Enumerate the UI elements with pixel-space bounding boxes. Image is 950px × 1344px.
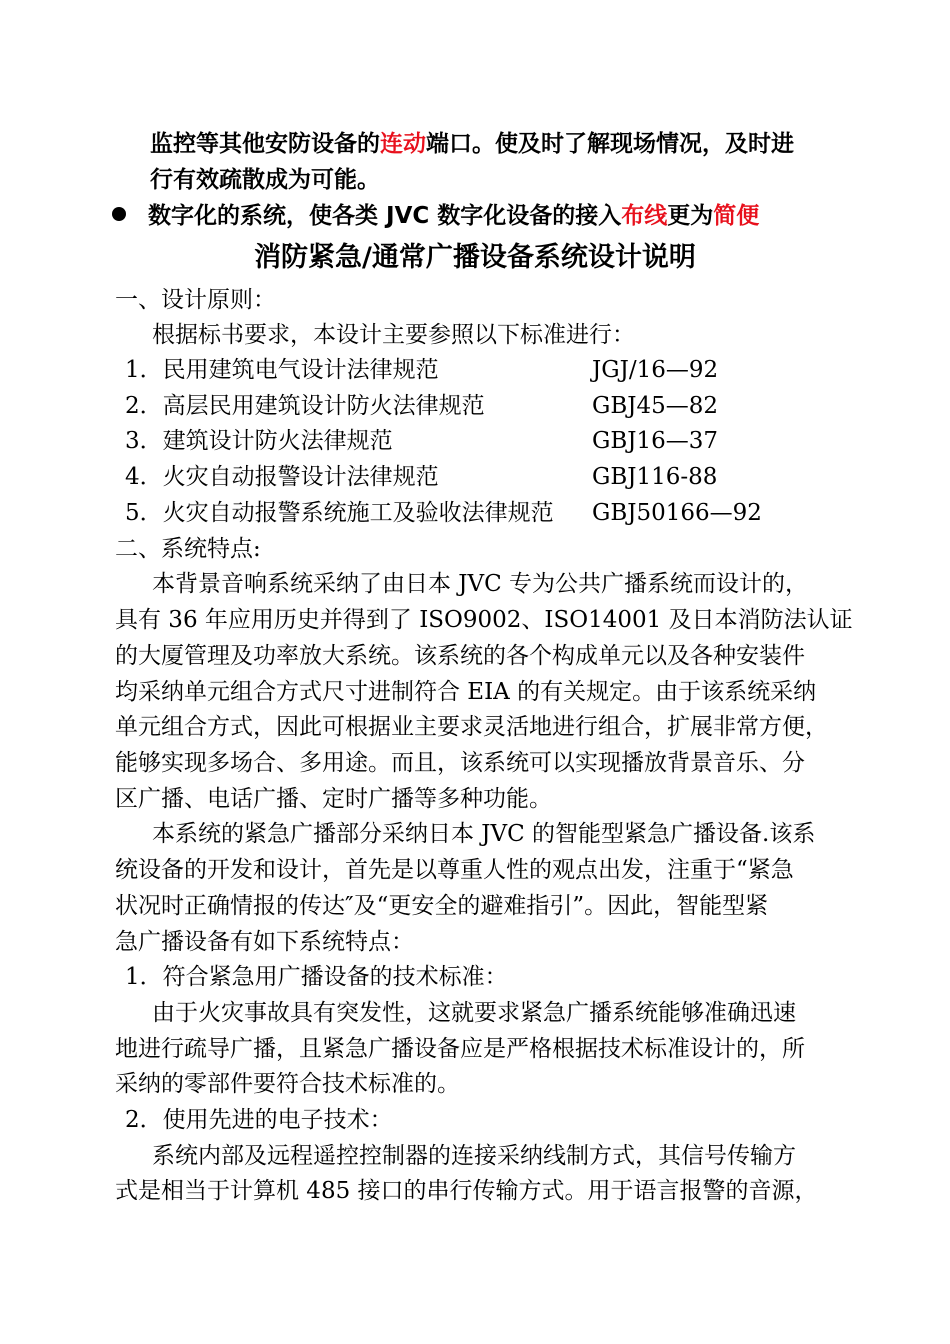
para1-line: 本背景音响系统采纳了由日本 JVC 专为公共广播系统而设计的， <box>152 571 809 597</box>
standard-name: 5．火灾自动报警系统施工及验收法律规范 <box>125 500 554 526</box>
para1-line: 的大厦管理及功率放大系统。该系统的各个构成单元以及各种安装件 <box>115 643 805 669</box>
section2-heading: 二、系统特点: <box>115 536 261 562</box>
para1-line: 具有 36 年应用历史并得到了 ISO9002、ISO14001 及日本消防法认证 <box>115 607 853 633</box>
standard-code: GBJ16—37 <box>592 428 719 454</box>
intro-line-2: 行有效疏散成为可能。 <box>150 167 380 193</box>
standard-name: 3．建筑设计防火法律规范 <box>125 428 393 454</box>
section1-intro: 根据标书要求，本设计主要参照以下标准进行： <box>152 322 635 348</box>
standard-code: GBJ116-88 <box>592 464 718 490</box>
para2-line: 统设备的开发和设计，首先是以尊重人性的观点出发，注重于“紧急 <box>115 857 794 883</box>
item1-line: 地进行疏导广播，且紧急广播设备应是严格根据技术标准设计的，所 <box>115 1036 805 1062</box>
para2-line: 状况时正确情报的传达″及“更安全的避难指引”。因此，智能型紧 <box>115 893 769 919</box>
para1-line: 单元组合方式，因此可根据业主要求灵活地进行组合，扩展非常方便， <box>115 714 828 740</box>
highlight-liandong: 连动 <box>380 131 426 157</box>
item2-line: 系统内部及远程遥控控制器的连接采纳线制方式，其信号传输方 <box>152 1143 796 1169</box>
item1-line: 由于火灾事故具有突发性，这就要求紧急广播系统能够准确迅速 <box>152 1000 796 1026</box>
standard-name: 4．火灾自动报警设计法律规范 <box>125 464 439 490</box>
bullet-line: 数字化的系统，使各类 JVC 数字化设备的接入布线更为简便 <box>112 199 759 233</box>
standard-code: GBJ50166—92 <box>592 500 762 526</box>
intro-line-1: 监控等其他安防设备的连动端口。使及时了解现场情况，及时进 <box>150 131 794 157</box>
para1-line: 区广播、电话广播、定时广播等多种功能。 <box>115 786 552 812</box>
highlight-jianbian: 简便 <box>713 203 760 229</box>
standard-name: 2．高层民用建筑设计防火法律规范 <box>125 393 485 419</box>
item2-line: 式是相当于计算机 485 接口的串行传输方式。用于语言报警的音源， <box>115 1178 818 1204</box>
para1-line: 能够实现多场合、多用途。而且，该系统可以实现播放背景音乐、分 <box>115 750 805 776</box>
item1-line: 采纳的零部件要符合技术标准的。 <box>115 1071 460 1097</box>
standard-name: 1．民用建筑电气设计法律规范 <box>125 357 439 383</box>
para2-line: 急广播设备有如下系统特点： <box>115 929 414 955</box>
para2-line: 本系统的紧急广播部分采纳日本 JVC 的智能型紧急广播设备.该系 <box>152 821 816 847</box>
item1-heading: 1．符合紧急用广播设备的技术标准： <box>125 964 508 990</box>
highlight-buxian: 布线 <box>621 203 668 229</box>
item2-heading: 2．使用先进的电子技术： <box>125 1107 393 1133</box>
section1-heading: 一、设计原则： <box>115 287 276 313</box>
bullet-icon <box>112 207 126 221</box>
para1-line: 均采纳单元组合方式尺寸进制符合 EIA 的有关规定。由于该系统采纳 <box>115 679 817 705</box>
document-title: 消防紧急/通常广播设备系统设计说明 <box>254 242 696 273</box>
standard-code: GBJ45—82 <box>592 393 719 419</box>
standard-code: JGJ/16—92 <box>592 357 719 383</box>
